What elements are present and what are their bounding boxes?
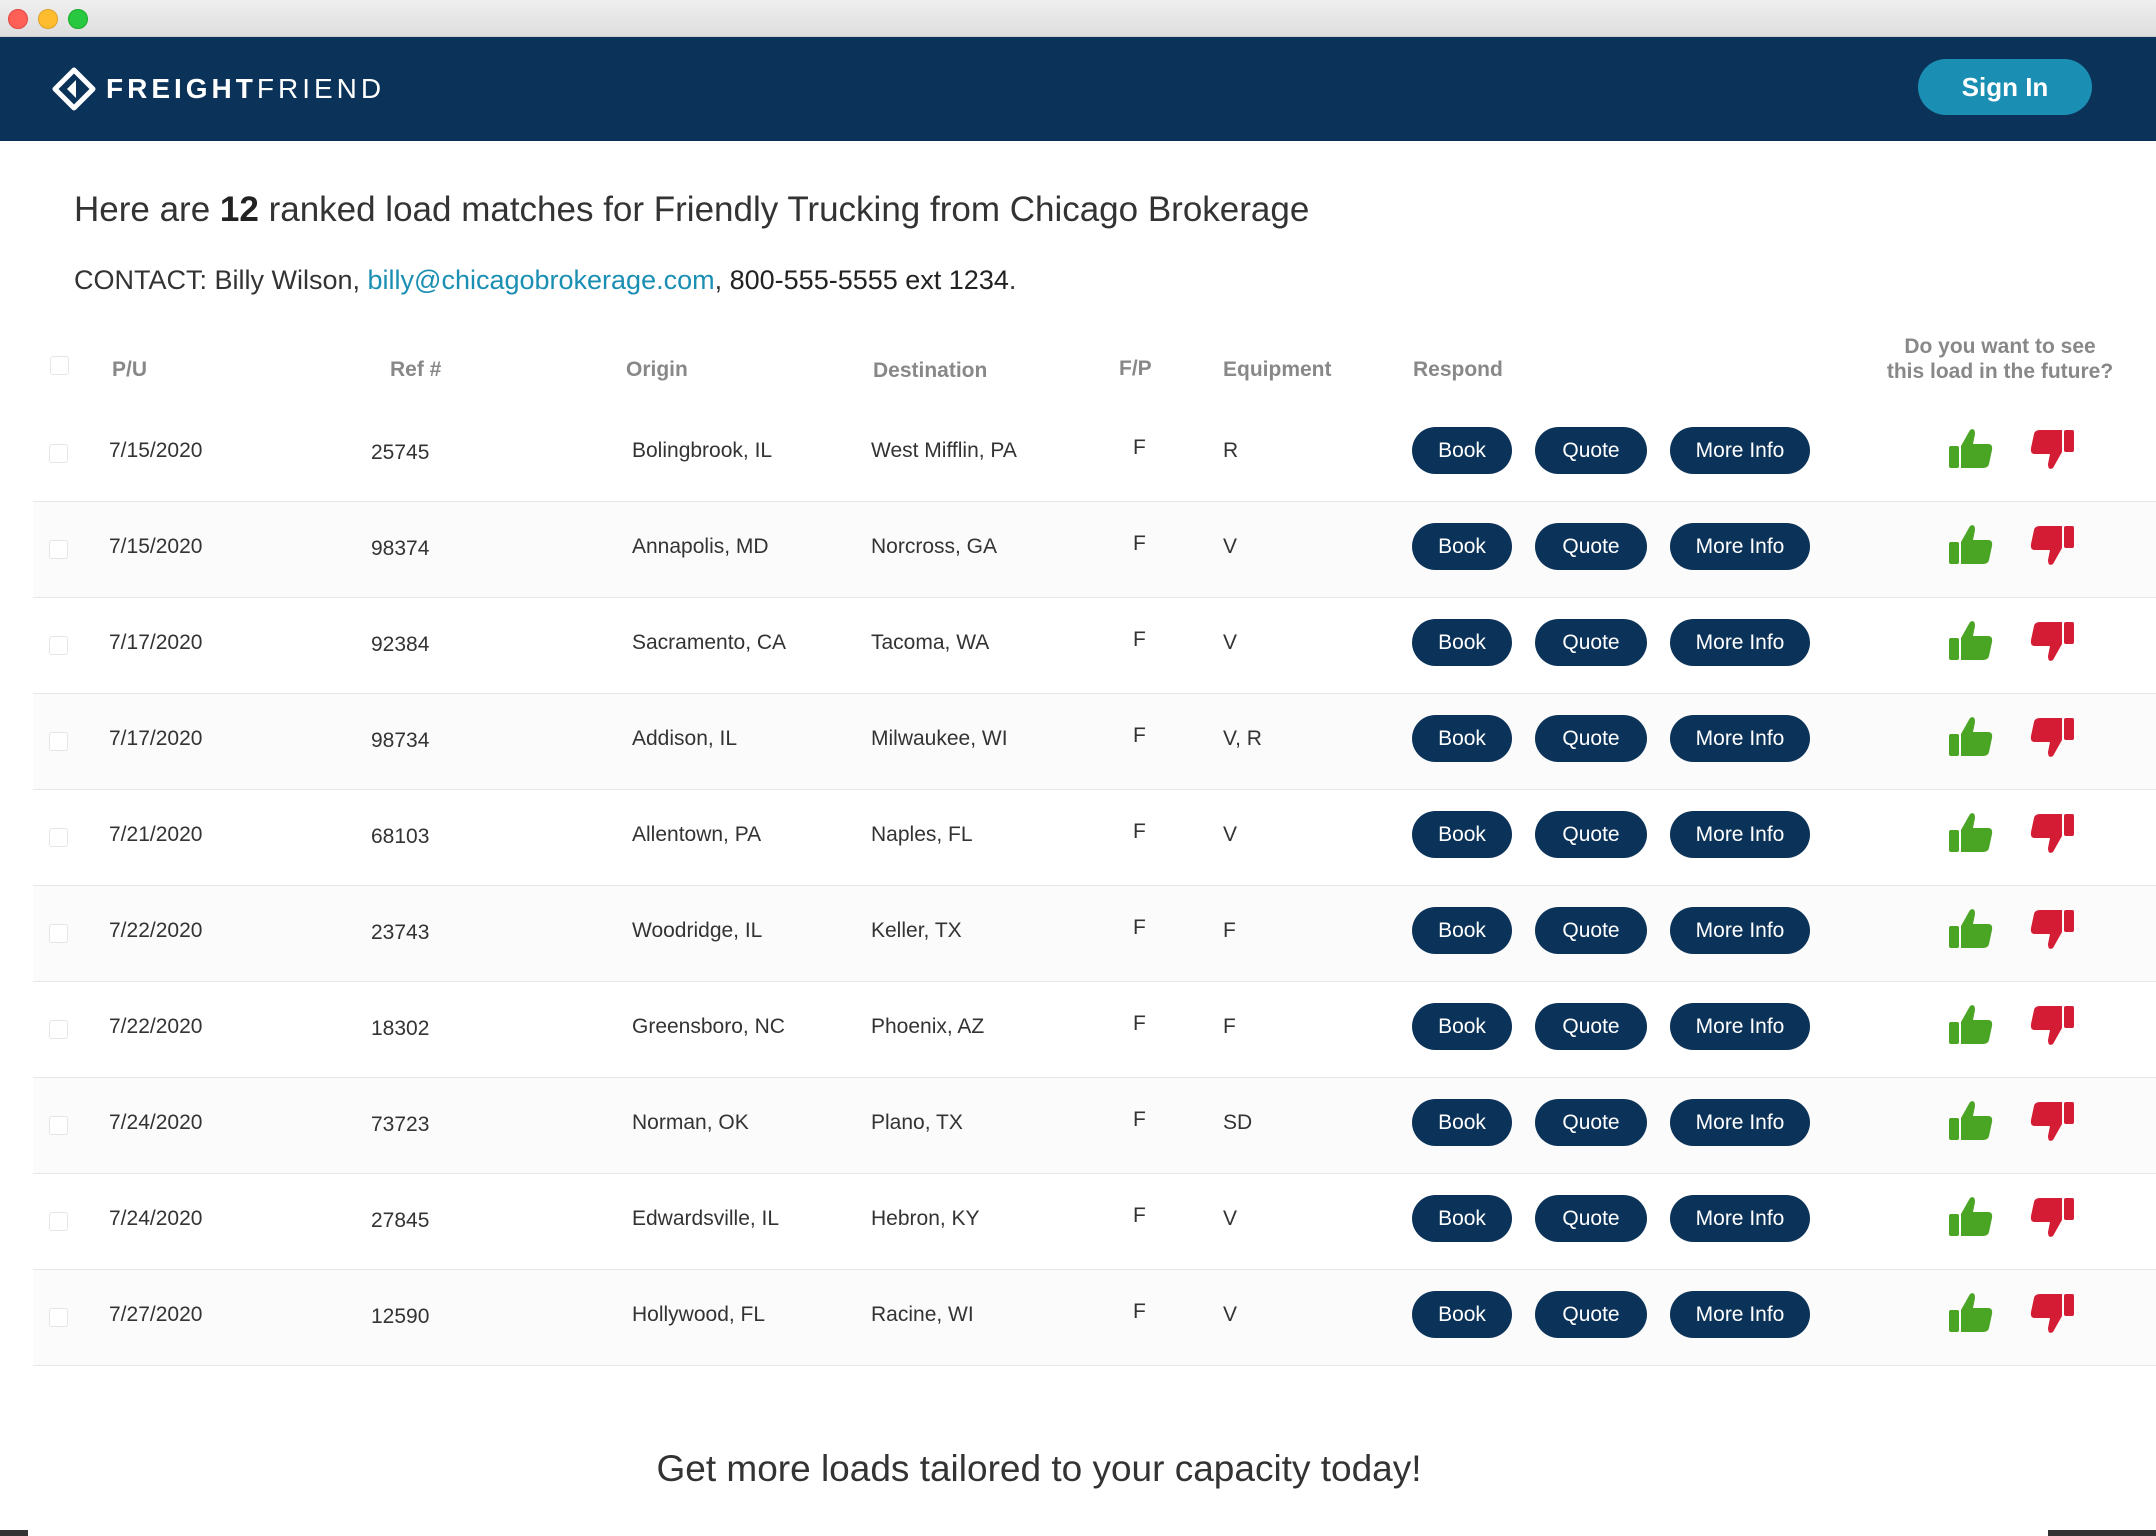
full-partial: F: [1133, 1012, 1146, 1035]
thumbs-up-icon[interactable]: [1943, 710, 1997, 764]
equipment-type: F: [1223, 1015, 1236, 1038]
thumbs-up-icon[interactable]: [1943, 1286, 1997, 1340]
destination-city: Racine, WI: [871, 1303, 974, 1326]
ref-number: 27845: [371, 1209, 430, 1232]
thumbs-up-icon[interactable]: [1943, 806, 1997, 860]
pickup-date: 7/15/2020: [109, 439, 203, 462]
destination-city: Plano, TX: [871, 1111, 963, 1134]
more-info-button[interactable]: More Info: [1670, 427, 1810, 474]
full-partial: F: [1133, 724, 1146, 747]
pickup-date: 7/24/2020: [109, 1111, 203, 1134]
row-checkbox[interactable]: [49, 1020, 68, 1039]
book-button[interactable]: Book: [1412, 523, 1512, 570]
ref-number: 98734: [371, 729, 430, 752]
full-partial: F: [1133, 1108, 1146, 1131]
thumbs-down-icon[interactable]: [2026, 614, 2080, 668]
pickup-date: 7/22/2020: [109, 919, 203, 942]
thumbs-down-icon[interactable]: [2026, 710, 2080, 764]
full-partial: F: [1133, 1300, 1146, 1323]
thumbs-up-icon[interactable]: [1943, 518, 1997, 572]
equipment-type: V: [1223, 631, 1238, 654]
quote-button[interactable]: Quote: [1535, 619, 1647, 666]
table-row: [33, 982, 2156, 1078]
row-checkbox[interactable]: [49, 828, 68, 847]
pickup-date: 7/27/2020: [109, 1303, 203, 1326]
book-button[interactable]: Book: [1412, 1003, 1512, 1050]
table-row: [33, 406, 2156, 502]
select-all-checkbox[interactable]: [50, 356, 69, 375]
more-info-button[interactable]: More Info: [1670, 1195, 1810, 1242]
row-checkbox[interactable]: [49, 924, 68, 943]
book-button[interactable]: Book: [1412, 427, 1512, 474]
column-header-destination: Destination: [873, 359, 988, 382]
more-info-button[interactable]: More Info: [1670, 907, 1810, 954]
pickup-date: 7/21/2020: [109, 823, 203, 846]
contact-phone: 800-555-5555 ext 1234: [729, 265, 1009, 295]
ref-number: 18302: [371, 1017, 430, 1040]
ref-number: 98374: [371, 537, 430, 560]
book-button[interactable]: Book: [1412, 1099, 1512, 1146]
pickup-date: 7/17/2020: [109, 631, 203, 654]
thumbs-down-icon[interactable]: [2026, 902, 2080, 956]
row-checkbox[interactable]: [49, 1116, 68, 1135]
table-row: [33, 1174, 2156, 1270]
destination-city: Phoenix, AZ: [871, 1015, 985, 1038]
row-checkbox[interactable]: [49, 732, 68, 751]
column-header-respond: Respond: [1413, 358, 1503, 381]
quote-button[interactable]: Quote: [1535, 907, 1647, 954]
table-row: [33, 1270, 2156, 1366]
equipment-type: SD: [1223, 1111, 1253, 1134]
thumbs-up-icon[interactable]: [1943, 422, 1997, 476]
more-info-button[interactable]: More Info: [1670, 1291, 1810, 1338]
origin-city: Annapolis, MD: [632, 535, 769, 558]
row-checkbox[interactable]: [49, 444, 68, 463]
more-info-button[interactable]: More Info: [1670, 1003, 1810, 1050]
sign-in-button[interactable]: Sign In: [1918, 59, 2092, 115]
column-header-equipment: Equipment: [1223, 358, 1332, 381]
table-row: [33, 598, 2156, 694]
origin-city: Allentown, PA: [632, 823, 762, 846]
book-button[interactable]: Book: [1412, 907, 1512, 954]
quote-button[interactable]: Quote: [1535, 523, 1647, 570]
pickup-date: 7/17/2020: [109, 727, 203, 750]
equipment-type: V: [1223, 535, 1238, 558]
thumbs-down-icon[interactable]: [2026, 422, 2080, 476]
contact-email-link[interactable]: billy@chicagobrokerage.com: [367, 265, 715, 295]
window-corner-left: [0, 1530, 28, 1536]
equipment-type: F: [1223, 919, 1236, 942]
pickup-date: 7/24/2020: [109, 1207, 203, 1230]
destination-city: Hebron, KY: [871, 1207, 980, 1230]
ref-number: 12590: [371, 1305, 430, 1328]
close-window-button[interactable]: [8, 9, 28, 29]
quote-button[interactable]: Quote: [1535, 1291, 1647, 1338]
footer-cta: Get more loads tailored to your capacity today!: [656, 1448, 1422, 1489]
more-info-button[interactable]: More Info: [1670, 1099, 1810, 1146]
origin-city: Bolingbrook, IL: [632, 439, 773, 462]
book-button[interactable]: Book: [1412, 811, 1512, 858]
destination-city: Naples, FL: [871, 823, 973, 846]
quote-button[interactable]: Quote: [1535, 427, 1647, 474]
book-button[interactable]: Book: [1412, 1195, 1512, 1242]
contact-line: CONTACT: Billy Wilson, billy@chicagobrokerage.com, 800-555-5555 ext 1234.: [74, 265, 1017, 295]
window-corner-right: [2048, 1530, 2156, 1536]
quote-button[interactable]: Quote: [1535, 1195, 1647, 1242]
equipment-type: V: [1223, 823, 1238, 846]
match-count: 12: [219, 190, 259, 229]
origin-city: Sacramento, CA: [632, 631, 787, 654]
window-titlebar: [0, 0, 2156, 37]
ref-number: 92384: [371, 633, 430, 656]
book-button[interactable]: Book: [1412, 1291, 1512, 1338]
site-header: [0, 37, 2156, 141]
logo-mark-icon: [52, 67, 96, 111]
destination-city: Milwaukee, WI: [871, 727, 1008, 750]
destination-city: West Mifflin, PA: [871, 439, 1017, 462]
quote-button[interactable]: Quote: [1535, 811, 1647, 858]
thumbs-up-icon[interactable]: [1943, 614, 1997, 668]
table-row: [33, 1078, 2156, 1174]
table-row: [33, 502, 2156, 598]
logo-text: FREIGHTFRIEND: [106, 73, 386, 104]
pickup-date: 7/22/2020: [109, 1015, 203, 1038]
equipment-type: V, R: [1223, 727, 1262, 750]
origin-city: Greensboro, NC: [632, 1015, 785, 1038]
column-header-pu: P/U: [112, 358, 148, 381]
page-headline: Here are 12 ranked load matches for Friendly Trucking from Chicago Brokerage: [74, 190, 1310, 229]
row-checkbox[interactable]: [49, 540, 68, 559]
destination-city: Norcross, GA: [871, 535, 998, 558]
origin-city: Hollywood, FL: [632, 1303, 766, 1326]
ref-number: 25745: [371, 441, 430, 464]
thumbs-up-icon[interactable]: [1943, 902, 1997, 956]
thumbs-down-icon[interactable]: [2026, 998, 2080, 1052]
column-header-fp: F/P: [1119, 357, 1152, 380]
thumbs-down-icon[interactable]: [2026, 1094, 2080, 1148]
ref-number: 68103: [371, 825, 430, 848]
equipment-type: V: [1223, 1207, 1238, 1230]
full-partial: F: [1133, 916, 1146, 939]
column-header-future: Do you want to see this load in the future?: [1886, 335, 2114, 383]
full-partial: F: [1133, 1204, 1146, 1227]
thumbs-up-icon[interactable]: [1943, 1190, 1997, 1244]
row-checkbox[interactable]: [49, 1308, 68, 1327]
origin-city: Norman, OK: [632, 1111, 749, 1134]
maximize-window-button[interactable]: [68, 9, 88, 29]
ref-number: 73723: [371, 1113, 430, 1136]
more-info-button[interactable]: More Info: [1670, 811, 1810, 858]
quote-button[interactable]: Quote: [1535, 715, 1647, 762]
more-info-button[interactable]: More Info: [1670, 619, 1810, 666]
pickup-date: 7/15/2020: [109, 535, 203, 558]
equipment-type: R: [1223, 439, 1239, 462]
ref-number: 23743: [371, 921, 430, 944]
thumbs-down-icon[interactable]: [2026, 518, 2080, 572]
thumbs-down-icon[interactable]: [2026, 1190, 2080, 1244]
more-info-button[interactable]: More Info: [1670, 523, 1810, 570]
table-row: [33, 886, 2156, 982]
row-checkbox[interactable]: [49, 1212, 68, 1231]
more-info-button[interactable]: More Info: [1670, 715, 1810, 762]
table-row: [33, 694, 2156, 790]
thumbs-down-icon[interactable]: [2026, 806, 2080, 860]
minimize-window-button[interactable]: [38, 9, 58, 29]
book-button[interactable]: Book: [1412, 715, 1512, 762]
full-partial: F: [1133, 628, 1146, 651]
column-header-ref: Ref #: [390, 358, 442, 381]
full-partial: F: [1133, 532, 1146, 555]
freightfriend-logo[interactable]: [52, 67, 385, 111]
thumbs-up-icon[interactable]: [1943, 1094, 1997, 1148]
full-partial: F: [1133, 820, 1146, 843]
quote-button[interactable]: Quote: [1535, 1003, 1647, 1050]
column-header-origin: Origin: [626, 358, 688, 381]
row-checkbox[interactable]: [49, 636, 68, 655]
thumbs-up-icon[interactable]: [1943, 998, 1997, 1052]
destination-city: Tacoma, WA: [871, 631, 990, 654]
origin-city: Edwardsville, IL: [632, 1207, 780, 1230]
book-button[interactable]: Book: [1412, 619, 1512, 666]
quote-button[interactable]: Quote: [1535, 1099, 1647, 1146]
full-partial: F: [1133, 436, 1146, 459]
table-row: [33, 790, 2156, 886]
origin-city: Addison, IL: [632, 727, 738, 750]
thumbs-down-icon[interactable]: [2026, 1286, 2080, 1340]
destination-city: Keller, TX: [871, 919, 962, 942]
origin-city: Woodridge, IL: [632, 919, 763, 942]
equipment-type: V: [1223, 1303, 1238, 1326]
